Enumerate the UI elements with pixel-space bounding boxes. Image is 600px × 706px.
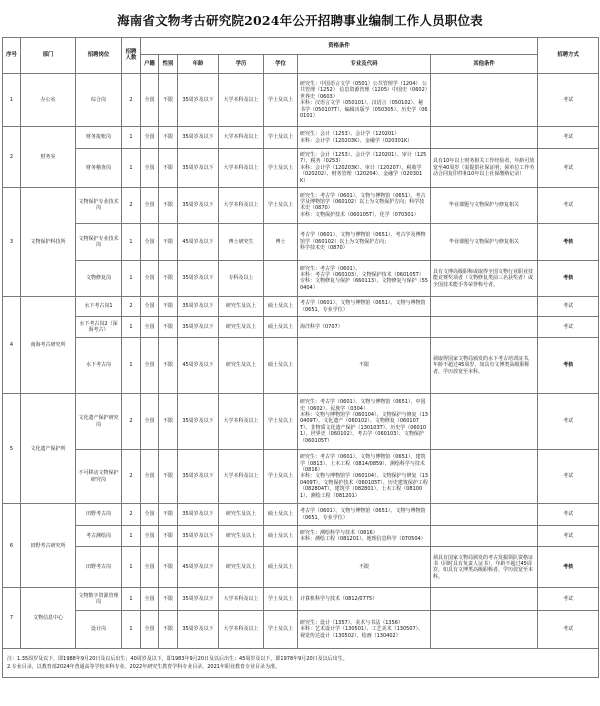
footnote-1: 注：1.35周岁及以下，即1988年9月20日及以后出生；40周岁及以下，即1983年9月20日及以后出生；45周岁及以下，即1978年9月20日及以后出生。 (7, 655, 348, 662)
age-cell: 35周岁及以下 (178, 449, 219, 503)
degree-cell: 学士及以上 (264, 394, 298, 449)
gender-cell: 不限 (159, 296, 178, 317)
count-cell: 1 (122, 127, 141, 149)
degree-cell: 硕士及以上 (264, 525, 298, 547)
header-seq: 序号 (3, 38, 21, 74)
document-title: 海南省文物考古研究院2024年公开招聘事业编制工作人员职位表 (117, 13, 483, 28)
education-cell: 大学本科及以上 (219, 611, 264, 649)
table-row (3, 525, 599, 547)
education-cell: 大学本科及以上 (219, 588, 264, 611)
other-cell (431, 127, 538, 149)
degree-cell: 学士及以上 (264, 127, 298, 149)
gender-cell: 不限 (159, 394, 178, 449)
hukou-cell: 全国 (141, 588, 159, 611)
education-cell: 研究生及以上 (219, 317, 264, 338)
method-cell: 考核 (538, 223, 599, 260)
hukou-cell: 全国 (141, 187, 159, 223)
major-cell: 研究生：考古学（0601）、 本科：考古学（060103）、文物保护技术（060105T） 专科：文物修复与保护（660113）、文物修复与保护（550404） (298, 260, 431, 296)
other-cell (431, 317, 538, 338)
hukou-cell: 全国 (141, 449, 159, 503)
dept-cell: 田野考古研究所 (21, 504, 76, 588)
count-cell: 2 (122, 296, 141, 317)
table-row (3, 394, 599, 449)
other-cell (431, 73, 538, 126)
degree-cell: 硕士及以上 (264, 547, 298, 588)
degree-cell (264, 260, 298, 296)
education-cell: 专科及以上 (219, 260, 264, 296)
method-cell: 考试 (538, 394, 599, 449)
age-cell: 45周岁及以下 (178, 337, 219, 393)
hukou-cell: 全国 (141, 611, 159, 649)
age-cell: 35周岁及以下 (178, 187, 219, 223)
education-cell: 大学本科及以上 (219, 187, 264, 223)
position-cell: 财务报账岗 (76, 127, 122, 149)
method-cell: 考试 (538, 525, 599, 547)
age-cell: 35周岁及以下 (178, 611, 219, 649)
hukou-cell: 全国 (141, 73, 159, 126)
method-cell: 考试 (538, 148, 599, 187)
header-hukou: 户籍 (141, 55, 159, 74)
position-cell: 水下考古岗 (76, 337, 122, 393)
education-cell: 研究生及以上 (219, 337, 264, 393)
education-cell: 研究生及以上 (219, 547, 264, 588)
major-cell: 研究生：会计（1253）、会计学（120201）、审计（1257）、税务（0253） 本科：会计学（120203K）、审计（120207）、税收学（020202）、财务管理（120204）、金融学（020301K） (298, 148, 431, 187)
gender-cell: 不限 (159, 317, 178, 338)
major-cell: 海洋科学（0707） (298, 317, 431, 338)
education-cell: 大学本科及以上 (219, 148, 264, 187)
gender-cell: 不限 (159, 148, 178, 187)
other-cell: 具有10年以上财务相关工作经验者，年龄可放宽至40周岁（需提供社保证明；须单位工作劳动合同复印件和10年以上社保缴纳记录） (431, 148, 538, 187)
age-cell: 35周岁及以下 (178, 73, 219, 126)
education-cell: 研究生及以上 (219, 296, 264, 317)
gender-cell: 不限 (159, 127, 178, 149)
table-row (3, 317, 599, 338)
header-method: 招聘方式 (538, 38, 599, 74)
education-cell: 大学本科及以上 (219, 73, 264, 126)
header-position: 招聘岗位 (76, 38, 122, 74)
degree-cell: 学士及以上 (264, 73, 298, 126)
gender-cell: 不限 (159, 260, 178, 296)
count-cell: 1 (122, 260, 141, 296)
other-cell (431, 611, 538, 649)
major-cell: 研究生：考古学（0601）、文物与博物馆（0651）、中国史（0602）、民族学（0304） 本科：文物与博物馆学（060104）、文物保护与修复（130409T）、文化遗产（060102）、文物修复（060107T）、非物质文化遗产保护（130103T）、历史学（060101）、世界史（060102）、考古学（060103）、文物保护（060105T） (298, 394, 431, 449)
age-cell: 35周岁及以下 (178, 317, 219, 338)
table-row (3, 187, 599, 223)
hukou-cell: 全国 (141, 148, 159, 187)
hukou-cell: 全国 (141, 127, 159, 149)
dept-cell: 文物信息中心 (21, 588, 76, 649)
gender-cell: 不限 (159, 187, 178, 223)
method-cell: 考试 (538, 187, 599, 223)
gender-cell: 不限 (159, 337, 178, 393)
count-cell: 2 (122, 449, 141, 503)
education-cell: 大学本科及以上 (219, 394, 264, 449)
education-cell: 研究生及以上 (219, 525, 264, 547)
major-cell: 不限 (298, 547, 431, 588)
age-cell: 35周岁及以下 (178, 148, 219, 187)
education-cell: 大学本科及以上 (219, 449, 264, 503)
method-cell: 考试 (538, 504, 599, 526)
table-row (3, 449, 599, 503)
major-cell: 考古学（0601）、文物与博物馆（0651）、考古学及博物馆学（060102）以上为文物保护方向； 科学技术史（0870） (298, 223, 431, 260)
hukou-cell: 全国 (141, 504, 159, 526)
count-cell: 1 (122, 317, 141, 338)
footnotes (3, 649, 599, 678)
seq-cell: 1 (3, 73, 21, 126)
other-cell (431, 504, 538, 526)
age-cell: 35周岁及以下 (178, 394, 219, 449)
header-degree: 学位 (264, 55, 298, 74)
header-gender: 性别 (159, 55, 178, 74)
table-row (3, 547, 599, 588)
degree-cell: 学士及以上 (264, 588, 298, 611)
table-row (3, 127, 599, 149)
method-cell: 考核 (538, 337, 599, 393)
position-cell: 田野考古岗 (76, 547, 122, 588)
gender-cell: 不限 (159, 73, 178, 126)
age-cell: 35周岁及以下 (178, 260, 219, 296)
other-cell (431, 296, 538, 317)
count-cell: 1 (122, 525, 141, 547)
age-cell: 45周岁及以下 (178, 547, 219, 588)
method-cell: 考试 (538, 127, 599, 149)
degree-cell: 学士及以上 (264, 148, 298, 187)
position-cell: 考古测绘岗 (76, 525, 122, 547)
position-cell: 田野考古岗 (76, 504, 122, 526)
age-cell: 35周岁及以下 (178, 296, 219, 317)
other-cell: 须具有国家文物局颁发的考古发掘领队资格证书（同时具有负责人证书），年龄不超过45周岁，如具有文博类高级职称者，学历放宽至本科。 (431, 547, 538, 588)
age-cell: 35周岁及以下 (178, 504, 219, 526)
age-cell: 35周岁及以下 (178, 588, 219, 611)
other-cell (431, 394, 538, 449)
method-cell: 考核 (538, 547, 599, 588)
hukou-cell: 全国 (141, 296, 159, 317)
seq-cell: 6 (3, 504, 21, 588)
positions-table-grid (2, 37, 599, 678)
degree-cell: 硕士及以上 (264, 317, 298, 338)
footnote-2: 2.专业目录，以教育部2024年普通高等学校本科专业、2022年研究生教育学科专业目录，2021年职业教育专业目录为准。 (7, 664, 280, 671)
major-cell: 研究生：考古学（0601）、文物与博物馆（0651）、建筑学（0813）、土木工程（0814/0859）、测绘科学与技术（0816） 本科：文物与博物馆学（060104）、文物保护与修复（130409T）、文物保护技术（060105T）、历史建筑保护工程（082804T）、建筑学（082801）、土木工程（081001）、测绘工程（081201） (298, 449, 431, 503)
header-qualifications: 资格条件 (141, 38, 538, 55)
major-cell: 不限 (298, 337, 431, 393)
table-row (3, 223, 599, 260)
gender-cell: 不限 (159, 547, 178, 588)
header-age: 年龄 (178, 55, 219, 74)
education-cell: 研究生及以上 (219, 504, 264, 526)
count-cell: 1 (122, 611, 141, 649)
other-cell: 须取得国家文物局颁发的水下考古培训证书，年龄不超过45周岁，如具有文博类高级职称者，学历放宽至本科。 (431, 337, 538, 393)
education-cell: 博士研究生 (219, 223, 264, 260)
table-row (3, 588, 599, 611)
count-cell: 2 (122, 187, 141, 223)
count-cell: 1 (122, 547, 141, 588)
other-cell: 毕业课题与文物保护与修复相关 (431, 187, 538, 223)
dept-cell: 办公室 (21, 73, 76, 126)
age-cell: 45周岁及以下 (178, 223, 219, 260)
position-cell: 文物数字资源管理岗 (76, 588, 122, 611)
position-cell: 文物保护专业技术岗 (76, 223, 122, 260)
degree-cell: 博士 (264, 223, 298, 260)
seq-cell: 5 (3, 394, 21, 504)
table-row (3, 73, 599, 126)
major-cell: 研究生：会计（1253）、会计学（120201） 本科：会计学（120203K）、金融学（020301K） (298, 127, 431, 149)
position-cell: 文物保护专业技术岗 (76, 187, 122, 223)
table-row (3, 296, 599, 317)
seq-cell: 2 (3, 127, 21, 188)
degree-cell: 硕士及以上 (264, 504, 298, 526)
position-cell: 文化遗产保护研究岗 (76, 394, 122, 449)
position-cell: 不可移动文物保护研究岗 (76, 449, 122, 503)
major-cell: 计算机科学与技术（0812/0775） (298, 588, 431, 611)
other-cell: 毕业课题与文物保护与修复相关 (431, 223, 538, 260)
major-cell: 考古学（0601）、文物与博物馆（0651）、文物与博物馆（0651，专业学位） (298, 504, 431, 526)
method-cell: 考核 (538, 260, 599, 296)
degree-cell: 学士及以上 (264, 449, 298, 503)
position-cell: 水下考古岗1 (76, 296, 122, 317)
method-cell: 考试 (538, 611, 599, 649)
method-cell: 考试 (538, 317, 599, 338)
count-cell: 1 (122, 223, 141, 260)
table-row (3, 504, 599, 526)
major-cell: 考古学（0601）、文物与博物馆（0651）、文物与博物馆（0651，专业学位） (298, 296, 431, 317)
other-cell (431, 588, 538, 611)
hukou-cell: 全国 (141, 317, 159, 338)
degree-cell: 学士及以上 (264, 187, 298, 223)
table-row (3, 260, 599, 296)
education-cell: 大学本科及以上 (219, 127, 264, 149)
gender-cell: 不限 (159, 504, 178, 526)
age-cell: 35周岁及以下 (178, 127, 219, 149)
header-other: 其他条件 (431, 55, 538, 74)
hukou-cell: 全国 (141, 260, 159, 296)
header-major: 专业及代码 (298, 55, 431, 74)
count-cell: 2 (122, 394, 141, 449)
position-cell: 水下考古岗2（深海考古） (76, 317, 122, 338)
dept-cell: 财务室 (21, 127, 76, 188)
major-cell: 研究生：测绘科学与技术（0816） 本科：测绘工程（081201）、地理信息科学（070504） (298, 525, 431, 547)
table-row (3, 337, 599, 393)
hukou-cell: 全国 (141, 547, 159, 588)
table-body (3, 73, 599, 648)
dept-cell: 文物保护科技所 (21, 187, 76, 296)
method-cell: 考试 (538, 296, 599, 317)
header-education: 学历 (219, 55, 264, 74)
other-cell (431, 449, 538, 503)
count-cell: 2 (122, 73, 141, 126)
method-cell: 考试 (538, 449, 599, 503)
major-cell: 研究生：中国语言文学（0501）公共管理学（1204） 公共管理（1252） 信息资源管理（1205）中国史（0602）世界史（0603） 本科：汉语言文学（050101）、汉语言（050102）、秘书学（050107T）、编辑出版学（050305）、历史学（060101） (298, 73, 431, 126)
count-cell: 1 (122, 337, 141, 393)
table-row (3, 611, 599, 649)
degree-cell: 学士及以上 (264, 611, 298, 649)
position-cell: 财务稽查岗 (76, 148, 122, 187)
table-row (3, 148, 599, 187)
major-cell: 研究生：考古学（0601）、文物与博物馆（0651）、考古学及博物馆学（060102）以上为文物保护方向；科学技术史（0870） 本科：文物保护技术（060105T）、化学（070301） (298, 187, 431, 223)
hukou-cell: 全国 (141, 223, 159, 260)
degree-cell: 硕士及以上 (264, 296, 298, 317)
position-cell: 设计岗 (76, 611, 122, 649)
hukou-cell: 全国 (141, 525, 159, 547)
method-cell: 考试 (538, 73, 599, 126)
gender-cell: 不限 (159, 449, 178, 503)
gender-cell: 不限 (159, 525, 178, 547)
header-dept: 部门 (21, 38, 76, 74)
dept-cell: 文化遗产保护所 (21, 394, 76, 504)
method-cell: 考试 (538, 588, 599, 611)
other-cell: 具有文博高级职称或取得全国文物行业职业技能竞赛奖项者（文物修复类前三名获奖者）或全国技术能手等荣誉称号者。 (431, 260, 538, 296)
positions-table (2, 37, 598, 678)
other-cell (431, 525, 538, 547)
count-cell: 1 (122, 588, 141, 611)
count-cell: 2 (122, 504, 141, 526)
count-cell: 1 (122, 148, 141, 187)
position-cell: 文物修复岗 (76, 260, 122, 296)
dept-cell: 南海考古研究所 (21, 296, 76, 394)
age-cell: 35周岁及以下 (178, 525, 219, 547)
seq-cell: 4 (3, 296, 21, 394)
gender-cell: 不限 (159, 611, 178, 649)
hukou-cell: 全国 (141, 337, 159, 393)
header-count: 招聘人数 (122, 38, 141, 74)
gender-cell: 不限 (159, 223, 178, 260)
degree-cell: 硕士及以上 (264, 337, 298, 393)
seq-cell: 7 (3, 588, 21, 649)
gender-cell: 不限 (159, 588, 178, 611)
position-cell: 综合岗 (76, 73, 122, 126)
seq-cell: 3 (3, 187, 21, 296)
major-cell: 研究生：设计（1357）、美术与书法（1356） 本科：艺术设计学（130501）、工艺美术（130507）、视觉传达设计（130502）、绘画（130402） (298, 611, 431, 649)
hukou-cell: 全国 (141, 394, 159, 449)
